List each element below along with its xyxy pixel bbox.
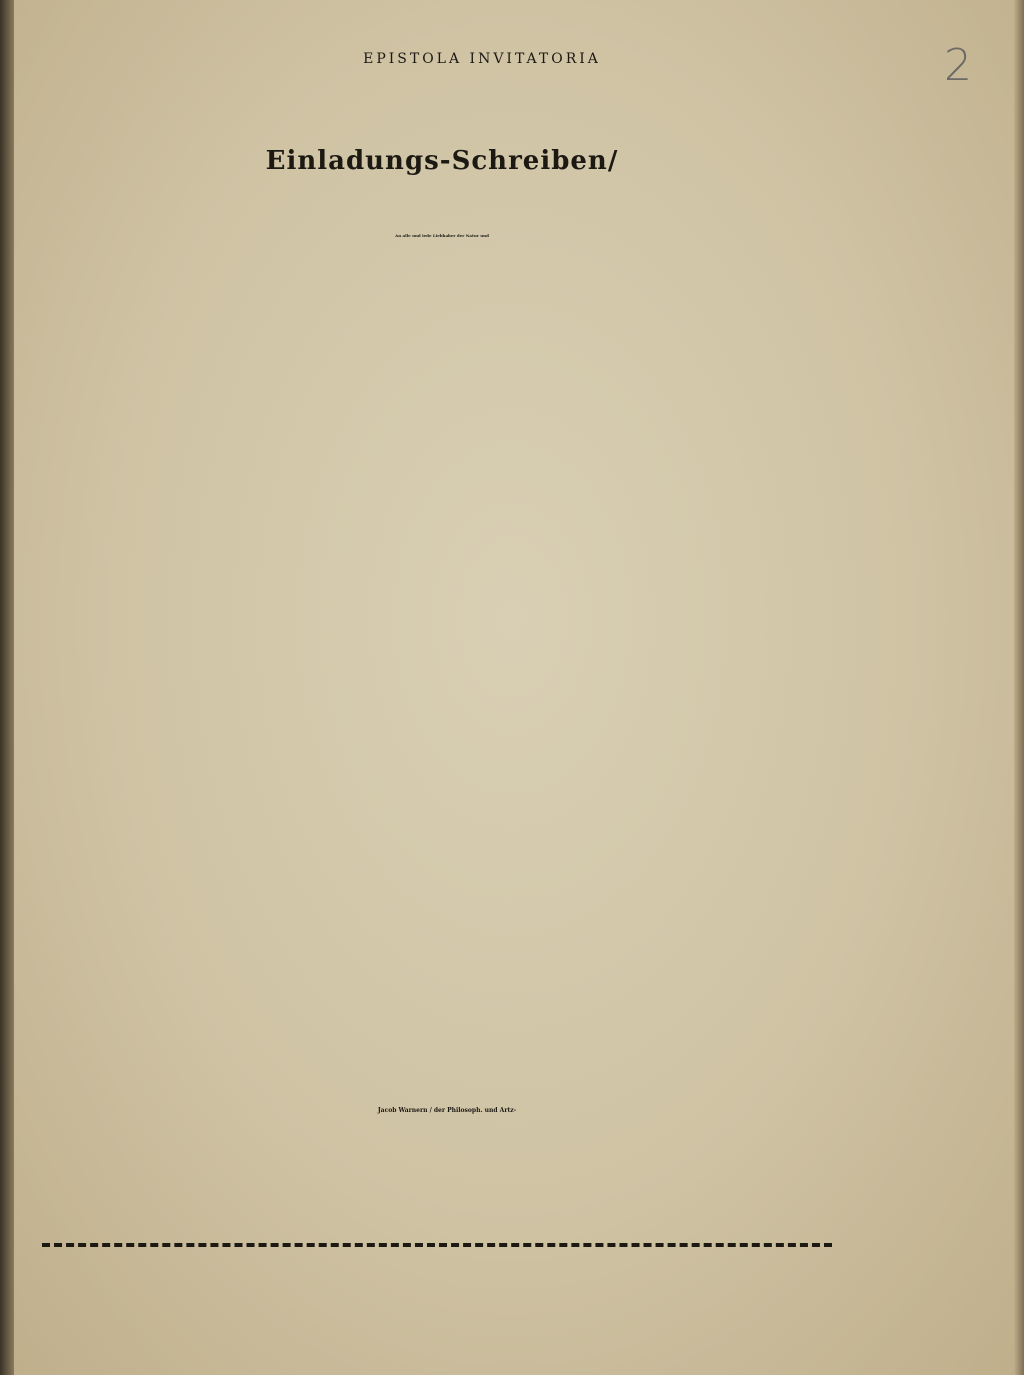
title-line-1: EPISTOLA INVITATORIA bbox=[363, 51, 601, 67]
title-line-3: Einladungs-Schreiben/ bbox=[265, 146, 619, 176]
imprint-divider bbox=[42, 1243, 832, 1247]
page-edge-shadow-left bbox=[0, 0, 14, 1375]
page-edge-shadow-right bbox=[1014, 0, 1024, 1375]
body-line: Jacob Warnern / der Philosoph. und Artz- bbox=[377, 1107, 517, 1114]
page-number-mark: 2 bbox=[944, 40, 972, 91]
body-line: An alle und iede Liebhaber der Natur und bbox=[395, 233, 489, 238]
